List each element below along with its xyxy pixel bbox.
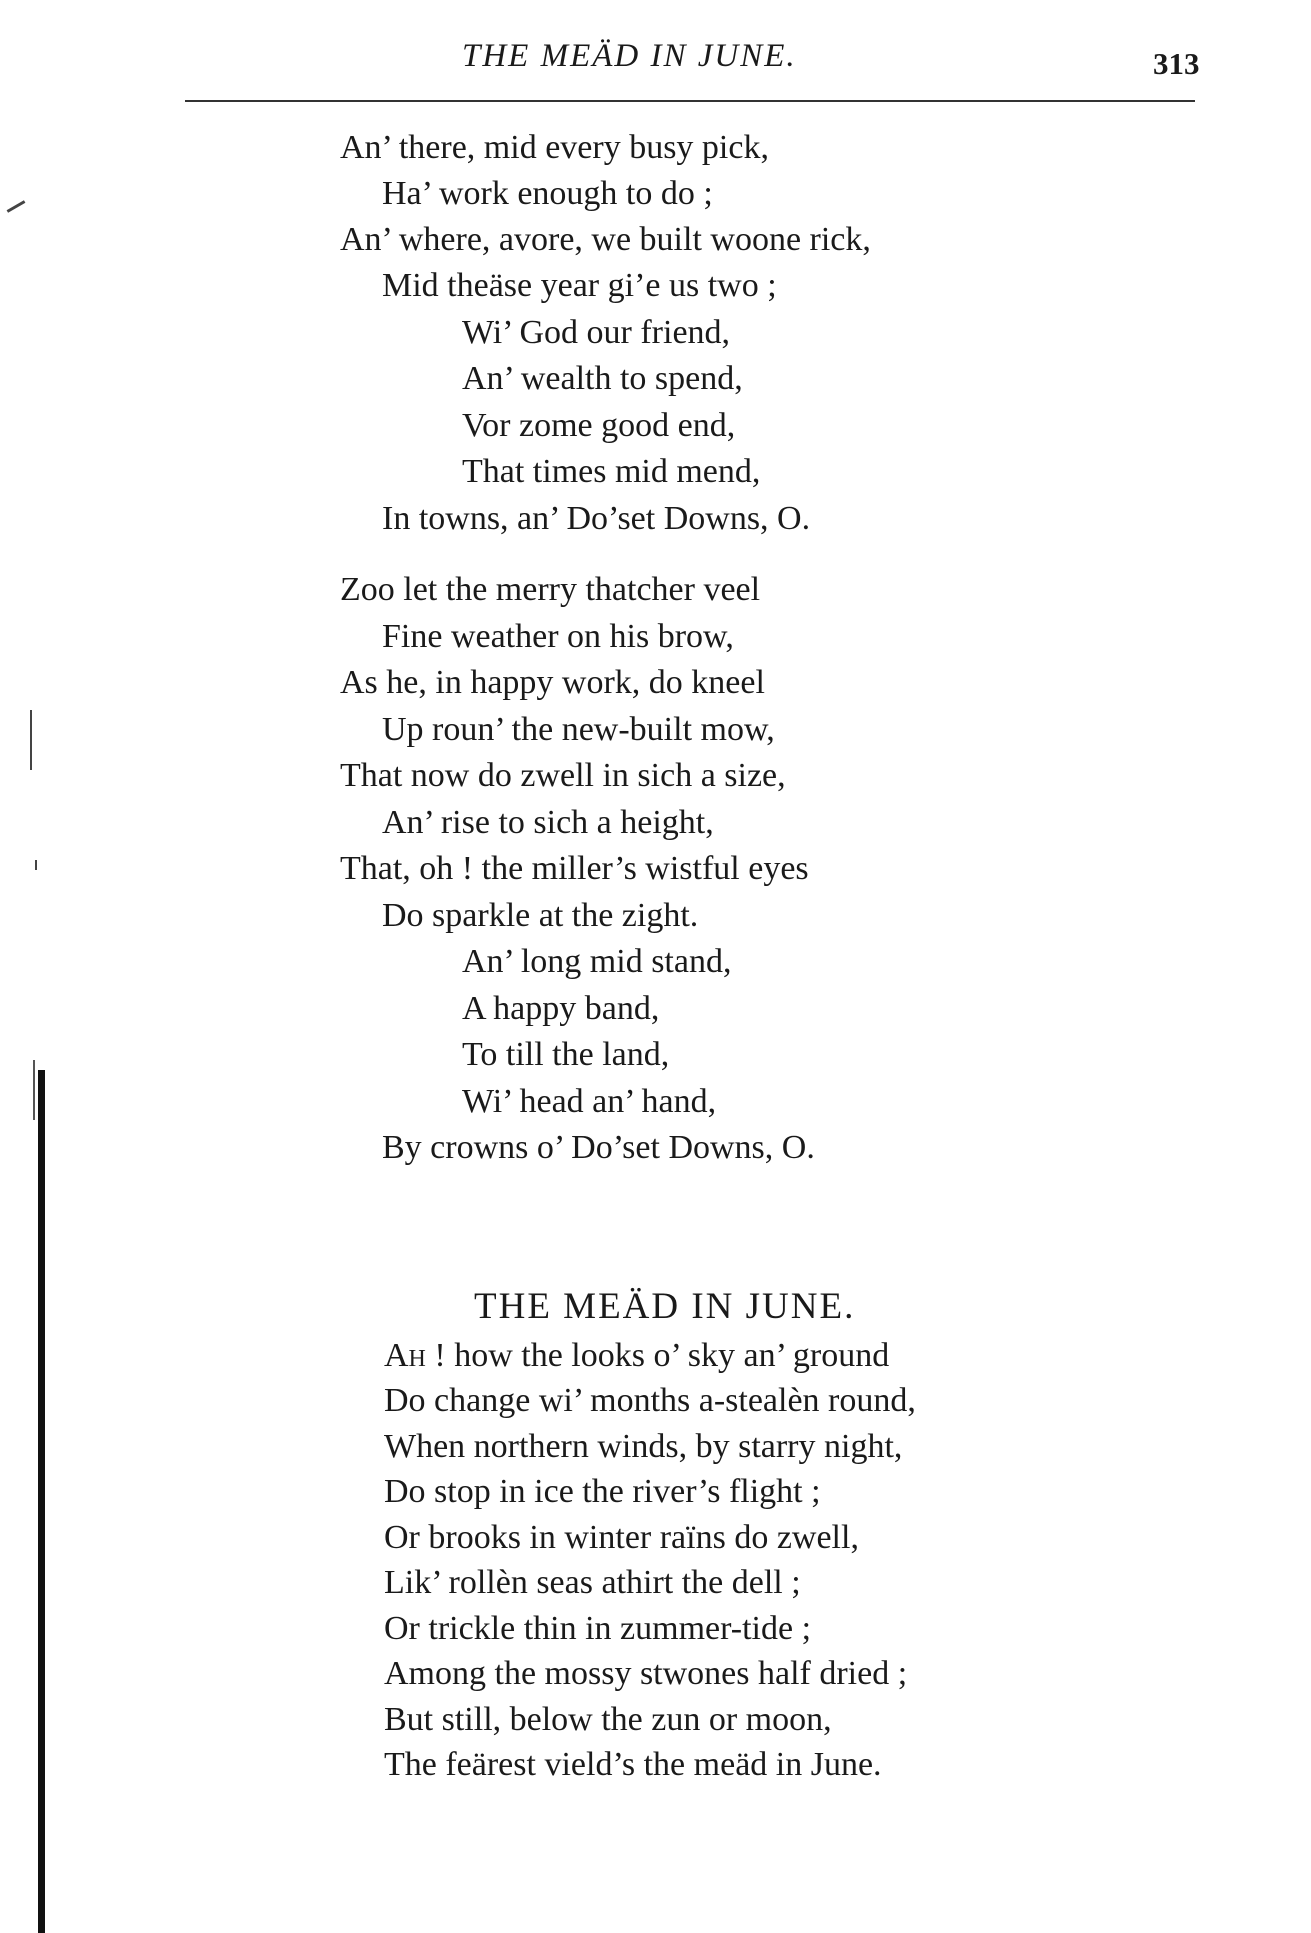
- scan-speck: [7, 200, 26, 213]
- verse-line-first: [384, 1336, 889, 1376]
- verse-line: Mid theäse year gi’e us two ;: [382, 267, 777, 304]
- verse-line: Do sparkle at the zight.: [382, 897, 699, 934]
- verse-line: To till the land,: [462, 1036, 670, 1073]
- verse-line: In towns, an’ Do’set Downs, O.: [382, 500, 811, 537]
- verse-line: Wi’ God our friend,: [462, 314, 731, 351]
- verse-line: As he, in happy work, do kneel: [340, 664, 765, 701]
- verse-line: Wi’ head an’ hand,: [462, 1083, 717, 1120]
- running-title: THE MEÄD IN JUNE.: [462, 38, 797, 74]
- verse-line: Vor zome good end,: [462, 407, 736, 444]
- poem-title: THE MEÄD IN JUNE.: [474, 1286, 856, 1327]
- verse-line: Ha’ work enough to do ;: [382, 175, 713, 212]
- verse-line: Fine weather on his brow,: [382, 618, 734, 655]
- verse-line-rest: ! how the looks o’ sky an’ ground: [425, 1337, 890, 1374]
- page-number: 313: [1153, 46, 1200, 81]
- verse-line: Or brooks in winter raïns do zwell,: [384, 1519, 859, 1556]
- verse-line: By crowns o’ Do’set Downs, O.: [382, 1129, 815, 1166]
- drop-word: Ah: [384, 1337, 426, 1374]
- verse-line: That now do zwell in sich a size,: [340, 757, 786, 794]
- verse-line: Do stop in ice the river’s flight ;: [384, 1473, 821, 1510]
- verse-line: Zoo let the merry thatcher veel: [340, 571, 761, 608]
- verse-line: An’ there, mid every busy pick,: [340, 129, 769, 166]
- verse-line: An’ wealth to spend,: [462, 360, 743, 397]
- header-rule: [185, 100, 1195, 102]
- scan-speck: [30, 710, 32, 770]
- verse-line: Up roun’ the new-built mow,: [382, 711, 775, 748]
- verse-line: That, oh ! the miller’s wistful eyes: [340, 850, 809, 887]
- verse-line: An’ rise to sich a height,: [382, 804, 714, 841]
- verse-line: An’ long mid stand,: [462, 943, 732, 980]
- verse-line: Among the mossy stwones half dried ;: [384, 1655, 908, 1692]
- verse-line: Do change wi’ months a-stealèn round,: [384, 1382, 916, 1419]
- binding-edge: [38, 1070, 45, 1933]
- verse-line: The feärest vield’s the meäd in June.: [384, 1746, 882, 1783]
- verse-line: An’ where, avore, we built woone rick,: [340, 221, 871, 258]
- verse-line: Or trickle thin in zummer-tide ;: [384, 1610, 812, 1647]
- verse-line: But still, below the zun or moon,: [384, 1701, 832, 1738]
- verse-line: That times mid mend,: [462, 453, 761, 490]
- verse-line: When northern winds, by starry night,: [384, 1428, 903, 1465]
- verse-line: Lik’ rollèn seas athirt the dell ;: [384, 1564, 801, 1601]
- scan-speck: [35, 860, 37, 870]
- verse-line: A happy band,: [462, 990, 660, 1027]
- binding-edge-thin: [33, 1060, 35, 1120]
